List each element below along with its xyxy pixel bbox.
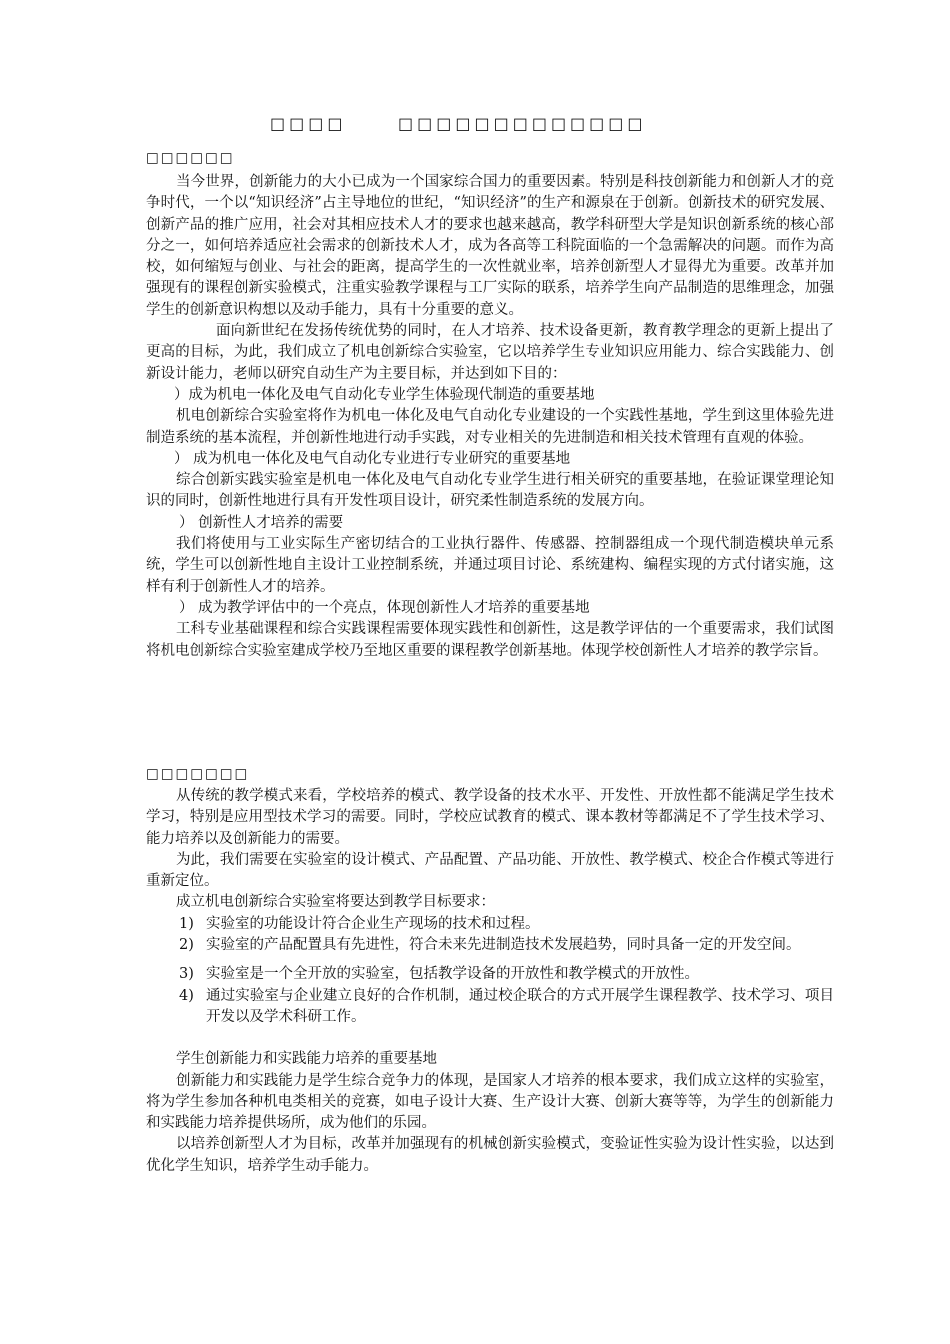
- list-number: 3): [179, 966, 194, 983]
- list-item: [146, 914, 834, 935]
- subheading: ） 创新性人才培养的需要: [179, 514, 344, 531]
- paragraph: 面向新世纪在发扬传统优势的同时，在人才培养、技术设备更新，教育教学理念的更新上提出了更高的目标，为此，我们成立了机电创新综合实验室，它以培养学生专业知识应用能力、综合实践能力、创新设计能力，老师以研究自动生产为主要目标，并达到如下目的：: [146, 323, 834, 382]
- subheading: ）成为机电一体化及电气自动化专业学生体验现代制造的重要基地: [174, 386, 595, 403]
- paragraph: 机电创新综合实验室将作为机电一体化及电气自动化专业建设的一个实践性基地，学生到这里体验先进制造系统的基本流程，并创新性地进行动手实践，对专业相关的先进制造和相关技术管理有直观的体验。: [146, 408, 834, 446]
- paragraph: 从传统的教学模式来看，学校培养的模式、教学设备的技术水平、开发性、开放性都不能满足学生技术学习，特别是应用型技术学习的需要。同时，学校应试教育的模式、课本教材等都满足不了学生技术学习、能力培养以及创新能力的需要。: [146, 788, 834, 847]
- paragraph: 我们将使用与工业实际生产密切结合的工业执行器件、传感器、控制器组成一个现代制造模块单元系统，学生可以创新性地自主设计工业控制系统，并通过项目讨论、系统建构、编程实现的方式付诸实施，这样有利于创新性人才的培养。: [146, 536, 834, 595]
- subheading: 学生创新能力和实践能力培养的重要基地: [176, 1051, 437, 1068]
- list-number: 2): [179, 937, 194, 954]
- list-item: [146, 986, 834, 1029]
- subheading: ） 成为教学评估中的一个亮点，体现创新性人才培养的重要基地: [179, 599, 590, 616]
- section-1-body: [146, 172, 834, 662]
- paragraph: 综合创新实践实验室是机电一体化及电气自动化专业学生进行相关研究的重要基地，在验证课堂理论知识的同时，创新性地进行具有开发性项目设计，研究柔性制造系统的发展方向。: [146, 472, 834, 510]
- title-right: □□□□□□□□□□□□□: [398, 114, 647, 133]
- list-text: 实验室的产品配置具有先进性，符合未来先进制造技术发展趋势，同时具备一定的开发空间。: [206, 937, 801, 954]
- list-item: [146, 935, 834, 956]
- list-number: 1): [179, 915, 194, 932]
- section-2-body: [146, 786, 834, 1177]
- paragraph: 工科专业基础课程和综合实践课程需要体现实践性和创新性，这是教学评估的一个重要需求，我们试图将机电创新综合实验室建成学校乃至地区重要的课程教学创新基地。体现学校创新性人才培养的教学宗旨。: [146, 621, 834, 659]
- list-item: [146, 964, 834, 985]
- document-title: [0, 114, 950, 138]
- section-heading-1: □□□□□□: [146, 150, 235, 166]
- list-number: 4): [179, 987, 194, 1004]
- list-text: 通过实验室与企业建立良好的合作机制，通过校企联合的方式开展学生课程教学、技术学习、项目开发以及学术科研工作。: [206, 987, 834, 1025]
- paragraph: 成立机电创新综合实验室将要达到教学目标要求：: [176, 894, 495, 911]
- list-text: 实验室的功能设计符合企业生产现场的技术和过程。: [206, 915, 540, 932]
- title-left: □□□□: [270, 114, 347, 133]
- section-heading-2: □□□□□□□: [146, 766, 250, 782]
- paragraph: 创新能力和实践能力是学生综合竞争力的体现，是国家人才培养的根本要求，我们成立这样的实验室，将为学生参加各种机电类相关的竞赛，如电子设计大赛、生产设计大赛、创新大赛等等，为学生的创新能力和实践能力培养提供场所，成为他们的乐园。: [146, 1072, 834, 1132]
- paragraph: 为此，我们需要在实验室的设计模式、产品配置、产品功能、开放性、教学模式、校企合作模式等进行重新定位。: [146, 851, 834, 890]
- subheading: ） 成为机电一体化及电气自动化专业进行专业研究的重要基地: [174, 450, 571, 467]
- paragraph: 以培养创新型人才为目标，改革并加强现有的机械创新实验模式，变验证性实验为设计性实验，以达到优化学生知识，培养学生动手能力。: [146, 1136, 834, 1174]
- list-text: 实验室是一个全开放的实验室，包括教学设备的开放性和教学模式的开放性。: [206, 966, 699, 983]
- paragraph: 当今世界，创新能力的大小已成为一个国家综合国力的重要因素。特别是科技创新能力和创新人才的竞争时代，一个以“知识经济”占主导地位的世纪，“知识经济”的生产和源泉在于创新。创新技术的研究发展、创新产品的推广应用，社会对其相应技术人才的要求也越来越高，教学科研型大学是知识创新系统的核心部分之一，如何培养适应社会需求的创新技术人才，成为各高等工科院面临的一个急需解决的问题。而作为高校，如何缩短与创业、与社会的距离，提高学生的一次性就业率，培养创新型人才显得尤为重要。改革并加强现有的课程创新实验模式，注重实验教学课程与工厂实际的联系，培养学生向产品制造的思维理念，加强学生的创新意识构想以及动手能力，具有十分重要的意义。: [146, 174, 834, 318]
